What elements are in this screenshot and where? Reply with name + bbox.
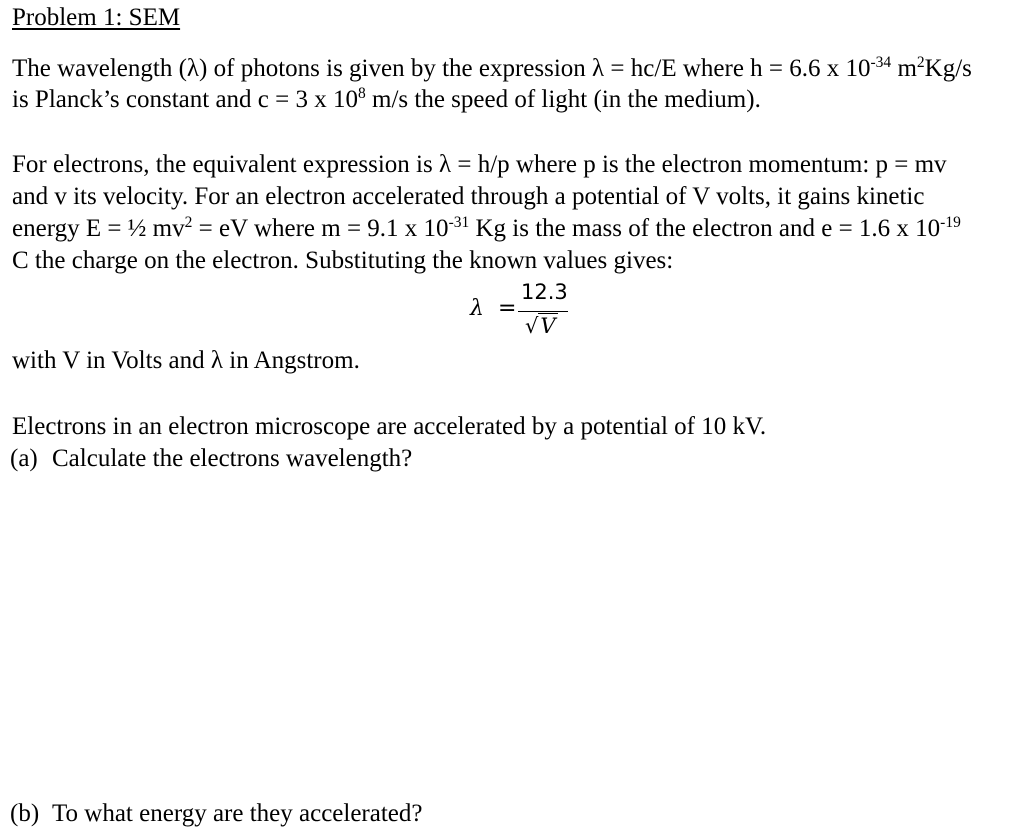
electron-paragraph-line-1: For electrons, the equivalent expression is λ = h/p where p is the electron momentum: p = mv [12, 151, 947, 178]
exponent: 8 [358, 85, 366, 103]
exponent: -31 [448, 214, 470, 232]
formula-lambda: λ [470, 296, 484, 321]
photon-wavelength-line-2 [12, 86, 761, 114]
formula-equals: = [498, 296, 517, 321]
problem-title: Problem 1: SEM [12, 4, 181, 31]
text-run: The wavelength (λ) of photons is given by the expression λ = hc/E where h = 6.6 x 10 [12, 55, 871, 82]
text-run: m/s the speed of light (in the medium). [365, 86, 761, 113]
wavelength-formula [470, 282, 590, 346]
text-run: Kg/s [924, 55, 972, 82]
formula-denominator [525, 314, 558, 338]
units-note: with V in Volts and λ in Angstrom. [12, 347, 360, 374]
question-intro: Electrons in an electron microscope are accelerated by a potential of 10 kV. [12, 413, 767, 440]
question-b-text: To what energy are they accelerated? [52, 800, 423, 827]
text-run: = eV where m = 9.1 x 10 [192, 215, 449, 242]
text-run: is Planck’s constant and c = 3 x 10 [12, 86, 358, 113]
question-a-text: Calculate the electrons wavelength? [52, 445, 413, 472]
exponent: 2 [916, 54, 925, 72]
electron-paragraph-line-4: C the charge on the electron. Substituting the known values gives: [12, 247, 674, 274]
exponent: -34 [870, 54, 892, 72]
text-run: m [891, 55, 917, 82]
fraction-bar [518, 311, 568, 312]
exponent: -19 [940, 214, 961, 232]
text-run: Kg is the mass of the electron and e = 1.6 x 10 [469, 215, 941, 242]
electron-paragraph-line-3 [12, 215, 961, 243]
question-a [10, 445, 412, 473]
question-b [10, 800, 422, 828]
text-run: energy E = ½ mv [12, 215, 185, 242]
question-b-label: (b) [10, 800, 40, 827]
formula-numerator: 12.3 [521, 280, 568, 304]
photon-wavelength-line-1 [12, 55, 972, 83]
electron-paragraph-line-2: and v its velocity. For an electron accelerated through a potential of V volts, it gains kinetic [12, 183, 925, 210]
square-root-icon: √ [525, 314, 539, 338]
question-a-label: (a) [10, 445, 38, 472]
exponent: 2 [184, 214, 193, 232]
formula-radicand: V [540, 314, 556, 338]
